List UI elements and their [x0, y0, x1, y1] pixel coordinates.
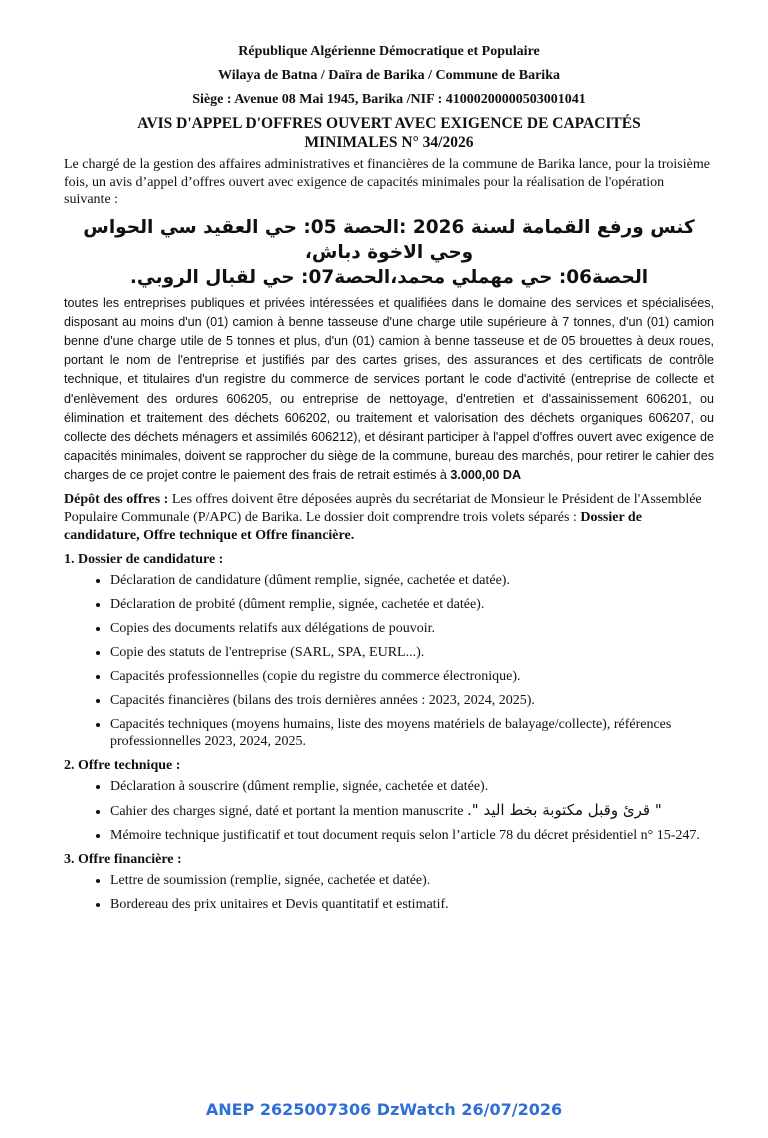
list-item: • Déclaration de candidature (dûment remplie, signée, cachetée et datée). — [110, 572, 714, 589]
section-technique-title: 2. Offre technique : — [64, 757, 181, 773]
mention-arabic: " قرئ وقبل مكتوبة بخط اليد ". — [467, 800, 662, 819]
intro-paragraph: Le chargé de la gestion des affaires administratives et financières de la commune de Barika lance, pour la troisième fois, un avis d’appel d’offres ouvert avec exigence de capacités minimales pour la réalisation de l'opération suivante : — [64, 157, 710, 207]
eligibility-text: toutes les entreprises publiques et privées intéressées et qualifiées dans le domaine des services et spécialisées, disposant au moins d'un (01) camion à benne tasseuse d'une charge utile supérieure à 7 tonnes, d'un (01) camion benne d'une charge utile de 5 tonnes et plus, d'un (01) camion à benne tasseuse et de 05 brouettes à deux roues, portant le nom de l'entreprise et justifiés par des cartes grises, des assurances et des certificats de contrôle technique, et titulaires d'un registre du commerce de services portant le code d'activité (entreprise de collecte et d'enlèvement des ordures 606205, ou entreprise de nettoyage, d'entretien et d'assainissement 606201, ou élimination et traitement des déchets 606202, ou traitement et valorisation des déchets organiques 606207, ou collecte des déchets ménagers et assimilés 606212), et désirant participer à l'appel d'offres ouvert avec exigence de capacités minimales, doivent se rapprocher du siège de la commune, bureau des marchés, pour retirer le cahier des charges de ce projet contre le paiement des frais de retrait estimés à — [64, 295, 714, 483]
list-item: • Copies des documents relatifs aux délégations de pouvoir. — [110, 620, 714, 637]
operation-arabic — [64, 215, 714, 290]
list-item: • Copie des statuts de l'entreprise (SARL, SPA, EURL...). — [110, 644, 714, 661]
footer-reference: ANEP 2625007306 DzWatch 26/07/2026 — [205, 1100, 563, 1119]
fee-amount: 3.000,00 DA — [450, 468, 522, 483]
notice-title-line2: MINIMALES N° 34/2026 — [304, 134, 474, 151]
list-item: • Lettre de soumission (remplie, signée, cachetée et datée). — [110, 872, 714, 889]
depot-label: Dépôt des offres : — [64, 491, 169, 507]
technique-list — [64, 778, 714, 844]
list-item: • Déclaration de probité (dûment remplie, signée, cachetée et datée). — [110, 596, 714, 613]
eligibility-paragraph — [64, 294, 714, 486]
depot-paragraph — [64, 491, 714, 545]
cahier-text: Cahier des charges signé, daté et portant la mention manuscrite — [110, 803, 464, 819]
candidature-list — [64, 572, 714, 750]
depot-bold-end: Dossier de candidature, Offre technique et Offre financière. — [64, 509, 642, 543]
list-item: • Capacités techniques (moyens humains, liste des moyens matériels de balayage/collecte), références professionnelles 2023, 2024, 2025. — [110, 716, 714, 750]
list-item — [110, 802, 714, 820]
header-wilaya: Wilaya de Batna / Daïra de Barika / Commune de Barika — [218, 68, 560, 83]
list-item: • Bordereau des prix unitaires et Devis quantitatif et estimatif. — [110, 896, 714, 913]
list-item: • Mémoire technique justificatif et tout document requis selon l’article 78 du décret présidentiel n° 15-247. — [110, 827, 714, 844]
list-item: • Capacités professionnelles (copie du registre du commerce électronique). — [110, 668, 714, 685]
operation-arabic-line1: كنس ورفع القمامة لسنة 2026 :الحصة 05: حي العقيد سي الحواس وحي الاخوة دباش، — [83, 216, 695, 263]
operation-arabic-line2: الحصة06: حي مهملي محمد،الحصة07: حي لقبال الروبي. — [129, 266, 649, 288]
depot-text: Les offres doivent être déposées auprès du secrétariat de Monsieur le Président de l'Assemblée Populaire Communale (P/APC) de Barika. Le dossier doit comprendre trois volets séparés : — [64, 491, 702, 525]
header-siege: Siège : Avenue 08 Mai 1945, Barika /NIF : 41000200000503001041 — [192, 92, 586, 107]
section-financiere-title: 3. Offre financière : — [64, 851, 182, 867]
financiere-list — [64, 872, 714, 913]
header-republic: République Algérienne Démocratique et Populaire — [238, 44, 540, 59]
notice-title — [64, 114, 714, 152]
notice-title-line1: AVIS D'APPEL D'OFFRES OUVERT AVEC EXIGENCE DE CAPACITÉS — [137, 115, 641, 132]
list-item: • Capacités financières (bilans des trois dernières années : 2023, 2024, 2025). — [110, 692, 714, 709]
section-candidature-title: 1. Dossier de candidature : — [64, 551, 224, 567]
list-item: • Déclaration à souscrire (dûment remplie, signée, cachetée et datée). — [110, 778, 714, 795]
notice-document — [64, 40, 714, 920]
